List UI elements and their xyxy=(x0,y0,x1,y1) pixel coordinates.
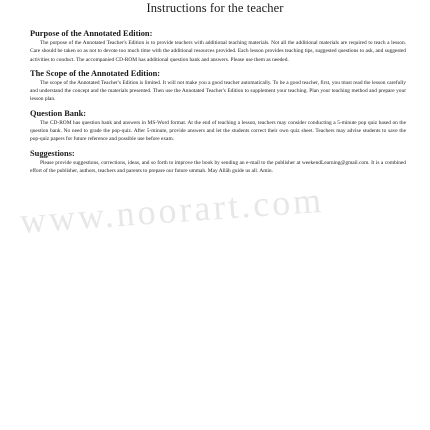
page-title: Instructions for the teacher xyxy=(146,1,284,15)
section-paragraph: The CD-ROM has question bank and answers in MS-Word format. At the end of teaching a lesson, teachers may consider conducting a 5-minute pop quiz based on the question bank. No need to grade the pop-quiz. After 5-minute, provide answers and let the students correct their own quiz sheet. Teachers may advise students to save the pop-quiz papers for future reference and possible use before exam. xyxy=(30,119,406,143)
watermark: www.noorart.com xyxy=(18,179,326,241)
section-question-bank xyxy=(30,109,406,144)
section-scope xyxy=(30,69,406,104)
section-heading: The Scope of the Annotated Edition: xyxy=(30,68,161,78)
section-heading: Suggestions: xyxy=(30,148,75,158)
section-paragraph: The purpose of the Annotated Teacher's Edition is to provide teachers with additional teaching materials. Not all the additional materials are required to teach a lesson. Care should be taken so as not to devote too much time with the additional resources provided. Each lesson provides teaching tips, suggested questions to ask, and suggested activities to conduct. The accompanied CD-ROM has additional question bank and answers. Please use them as needed. xyxy=(30,40,406,63)
section-suggestions xyxy=(30,149,406,176)
section-paragraph: The scope of the Annotated Teacher's Edition is limited. It will not make you a good teacher automatically. To be a good teacher, first, you must read the lesson carefully and understand the concept and the materials presented. Then use the Annotated Teacher's Edition to supplement your teaching. Plan your teaching method and prepare your lesson plan. xyxy=(30,79,406,103)
document-content xyxy=(30,29,406,180)
section-heading: Question Bank: xyxy=(30,108,87,118)
section-heading: Purpose of the Annotated Edition: xyxy=(30,29,153,38)
section-paragraph: Please provide suggestions, corrections, ideas, and so forth to improve the book by sending an e-mail to the publisher at weekendLearning@gmail.com. It is a combined effort of the publisher, authors, teachers and parents to prepare our future ummah. May Allāh guide us all. Amin. xyxy=(30,159,406,174)
section-purpose xyxy=(30,29,406,64)
